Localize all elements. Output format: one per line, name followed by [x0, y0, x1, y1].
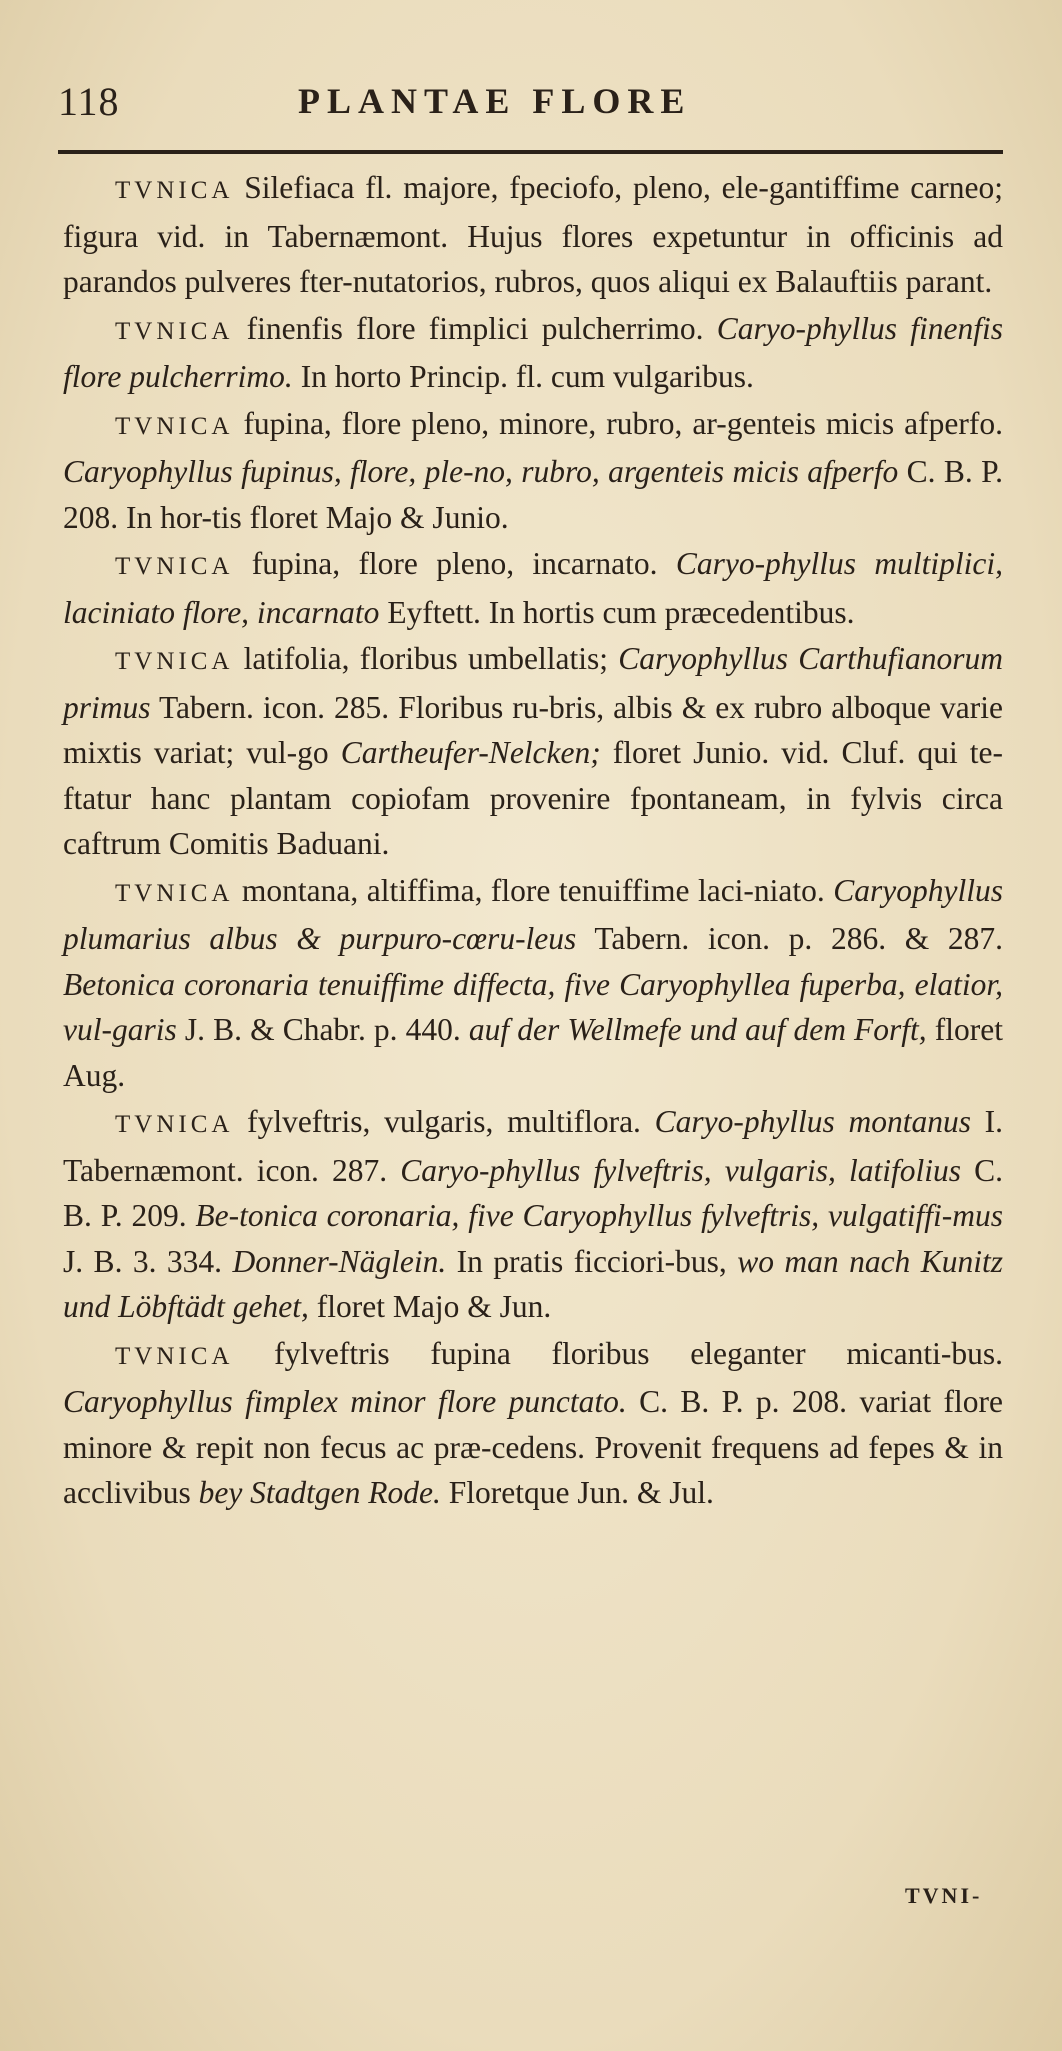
- entry-head: TVNICA: [115, 553, 234, 580]
- entry-head: TVNICA: [115, 317, 234, 345]
- entry-text: J. B. & Chabr. p. 440.: [176, 1012, 469, 1047]
- species-name: wo man nach Kunitz und Löbftädt gehet,: [63, 1243, 1003, 1324]
- running-title: PLANTAE FLORE: [298, 81, 692, 121]
- species-name: Caryo-phyllus finenfis flore pulcherrimo.: [63, 310, 1003, 394]
- species-name: Be-tonica coronaria, five Caryophyllus fylveftris, vulgatiffi-mus: [195, 1198, 1003, 1233]
- species-name: Caryophyllus fupinus, flore, ple-no, rubro, argenteis micis afperfo: [63, 454, 899, 489]
- entry-text: Eyftett. In hortis cum præcedentibus.: [379, 594, 855, 630]
- entry-head: TVNICA: [115, 412, 234, 440]
- entry-text: C. B. P. 208. In hor-tis floret Majo & Junio.: [63, 454, 1003, 535]
- entry-text: floret Aug.: [63, 1012, 1004, 1093]
- species-name: bey Stadtgen Rode.: [198, 1475, 441, 1510]
- entry-text: fylveftris, vulgaris, multiflora.: [233, 1104, 655, 1139]
- entry-text: J. B. 3. 334.: [63, 1243, 233, 1279]
- page-number: 118: [58, 79, 120, 124]
- entry-text: Tabern. icon. 285. Floribus ru-bris, albis & ex rubro alboque varie mixtis variat; vul-go: [63, 689, 1003, 770]
- entry-head: TVNICA: [115, 648, 234, 675]
- species-name: Caryo-phyllus montanus: [654, 1104, 971, 1139]
- entry-text: fylveftris fupina floribus eleganter micanti-bus.: [233, 1335, 1003, 1371]
- entry-text: floret Majo & Jun.: [308, 1289, 552, 1324]
- entry-text: floret Junio. vid. Cluf. qui te-ftatur hanc plantam copiofam provenire fpontaneam, in fylvis circa caftrum Comitis Baduani.: [63, 735, 1004, 861]
- running-header: [58, 78, 1002, 138]
- plant-entry: [63, 541, 1003, 635]
- plant-entry: [63, 1099, 1003, 1330]
- species-name: Caryo-phyllus multiplici, laciniato flore, incarnato: [63, 546, 1003, 630]
- plant-entry: [63, 1331, 1003, 1516]
- species-name: Caryophyllus Carthufianorum primus: [63, 641, 1004, 725]
- entry-text: I. Tabernæmont. icon. 287.: [63, 1104, 1003, 1188]
- entry-text: In pratis ficciori-bus,: [446, 1243, 738, 1279]
- species-name: Caryophyllus plumarius albus & purpuro-cœru-leus: [63, 872, 1003, 956]
- species-name: Betonica coronaria tenuiffime diffecta, five Caryophyllea fuperba, elatior, vul-garis: [63, 966, 1003, 1047]
- plant-entry: [63, 165, 1003, 305]
- entry-head: TVNICA: [115, 1342, 234, 1370]
- entry-head: TVNICA: [115, 1111, 234, 1138]
- entry-head: TVNICA: [115, 177, 234, 204]
- entry-text: C. B. P. 209.: [63, 1152, 1003, 1233]
- species-name: Cartheufer-Nelcken;: [340, 735, 601, 770]
- species-name: Caryophyllus fimplex minor flore punctato.: [63, 1384, 627, 1419]
- entry-text: latifolia, floribus umbellatis;: [233, 641, 619, 676]
- plant-entry: [63, 636, 1003, 867]
- entry-text: fupina, flore pleno, minore, rubro, ar-genteis micis afperfo.: [233, 405, 1003, 441]
- entry-text: Silefiaca fl. majore, fpeciofo, pleno, ele-gantiffime carneo; figura vid. in Tabernæmont. Hujus flores expetuntur in officinis ad parandos pulveres fter-nutatorios, rubros, quos aliqui ex Balauftiis parant.: [63, 170, 1003, 299]
- species-name: Donner-Näglein.: [232, 1243, 447, 1279]
- entry-text: Tabern. icon. p. 286. & 287.: [576, 921, 1003, 956]
- entry-text: finenfis flore fimplici pulcherrimo.: [233, 310, 717, 346]
- entry-text: In horto Princip. fl. cum vulgaribus.: [292, 359, 754, 394]
- plant-entry: [63, 868, 1003, 1099]
- plant-entry: [63, 306, 1003, 400]
- entry-head: TVNICA: [115, 879, 234, 907]
- entry-text: fupina, flore pleno, incarnato.: [233, 546, 676, 581]
- entry-text: montana, altiffima, flore tenuiffime laci-niato.: [233, 872, 834, 908]
- entry-text: Floretque Jun. & Jul.: [440, 1475, 714, 1510]
- catchword: TVNI-: [905, 1883, 983, 1908]
- species-name: auf der Wellmefe und auf dem Forft,: [468, 1012, 927, 1047]
- page-body: [63, 165, 1003, 1516]
- plant-entry: [63, 401, 1003, 541]
- header-rule: [58, 150, 1003, 154]
- species-name: Caryo-phyllus fylveftris, vulgaris, latifolius: [400, 1152, 961, 1188]
- entry-text: C. B. P. p. 208. variat flore minore & repit non fecus ac præ-cedens. Provenit frequens ad fepes & in acclivibus: [63, 1384, 1003, 1510]
